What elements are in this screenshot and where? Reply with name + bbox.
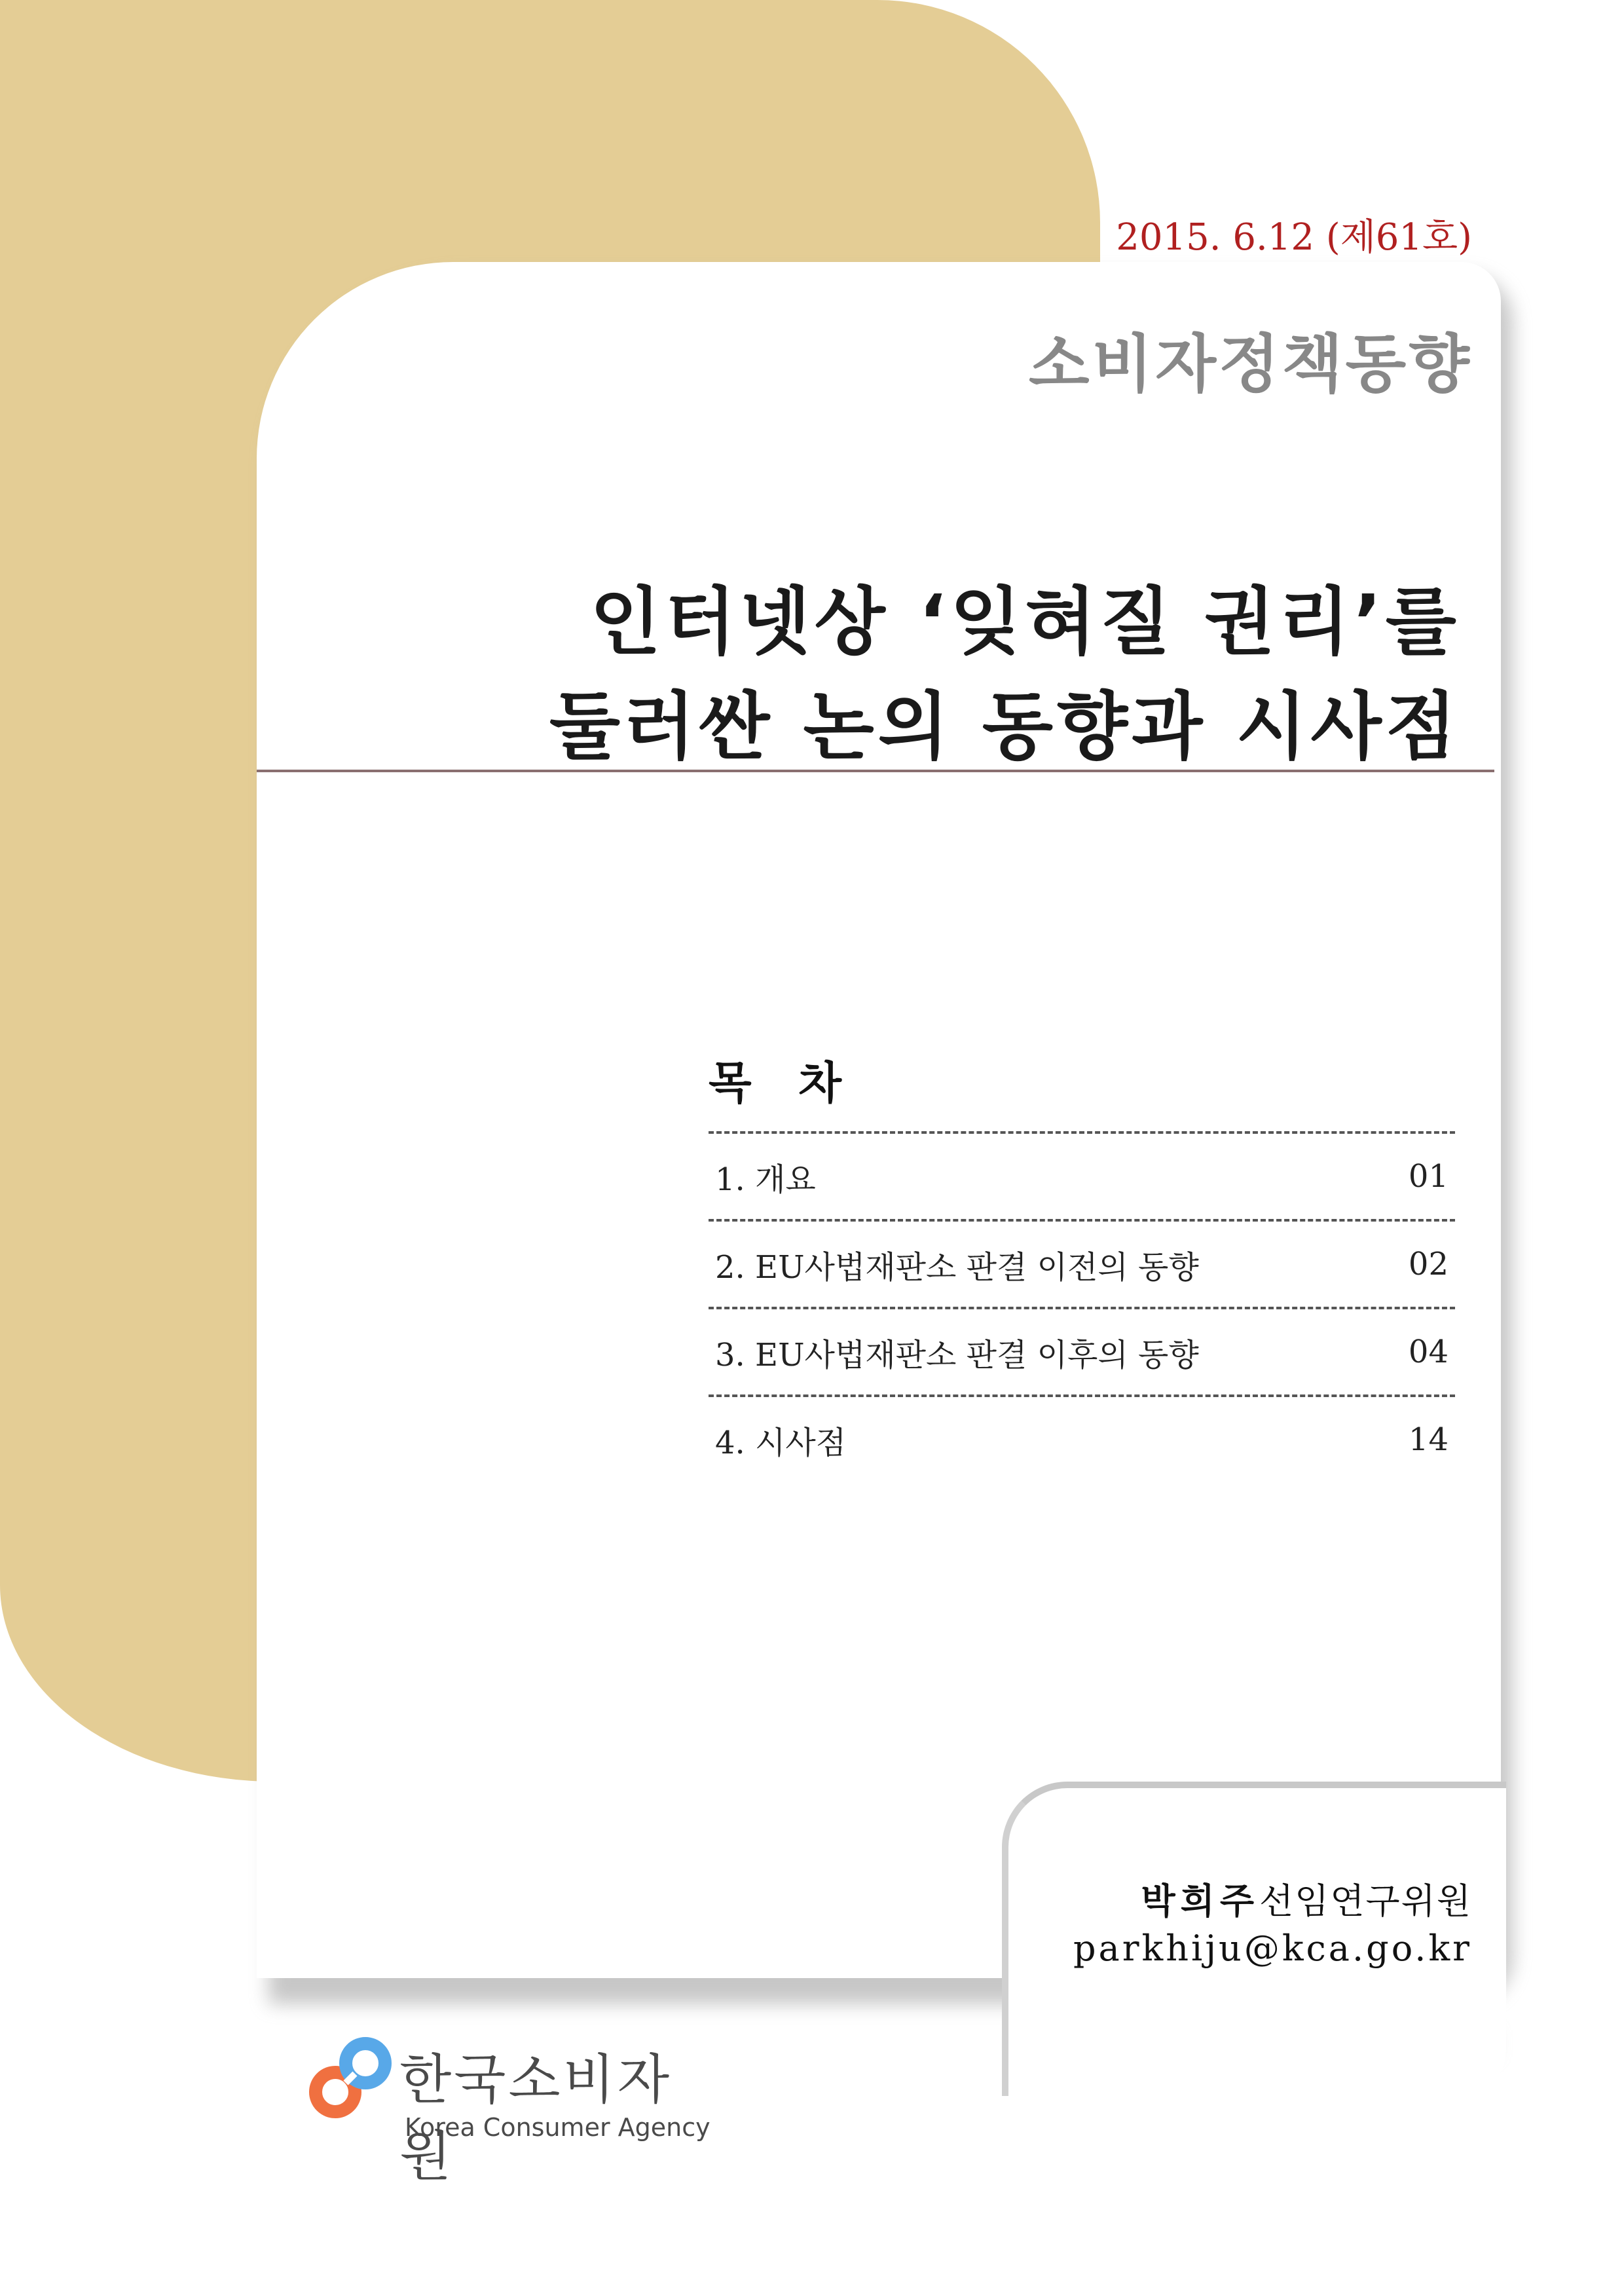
author-email[interactable]: parkhiju@kca.go.kr xyxy=(1073,1928,1472,1969)
agency-logo-icon xyxy=(308,2036,393,2121)
author-info xyxy=(1073,1873,1472,1969)
toc-item[interactable] xyxy=(709,1394,1455,1482)
main-title-line-2: 둘러싼 논의 동향과 시사점 xyxy=(549,684,1460,770)
agency-name-english: Korea Consumer Agency xyxy=(405,2113,710,2142)
agency-logo xyxy=(308,2036,714,2188)
agency-name-korean: 한국소비자원 xyxy=(399,2049,673,2188)
issue-date: 2015. 6.12 (제61호) xyxy=(1116,216,1472,259)
table-of-contents xyxy=(709,1048,1455,1482)
main-title xyxy=(478,570,1460,779)
author-name: 박희주 xyxy=(1141,1880,1260,1922)
toc-item-label: 3. EU사법재판소 판결 이후의 동향 xyxy=(715,1336,1199,1374)
toc-item[interactable] xyxy=(709,1307,1455,1394)
toc-item-page: 04 xyxy=(1408,1334,1449,1370)
series-title: 소비자정책동향 xyxy=(1028,327,1472,401)
author-role: 선임연구위원 xyxy=(1259,1880,1472,1922)
toc-item-page: 14 xyxy=(1408,1421,1449,1458)
toc-heading: 목 차 xyxy=(709,1058,858,1110)
toc-item[interactable] xyxy=(709,1219,1455,1307)
toc-item-label: 4. 시사점 xyxy=(715,1424,847,1461)
toc-item[interactable] xyxy=(709,1131,1455,1219)
toc-item-label: 2. EU사법재판소 판결 이전의 동향 xyxy=(715,1248,1199,1286)
toc-item-page: 02 xyxy=(1408,1246,1449,1282)
toc-item-label: 1. 개요 xyxy=(715,1161,816,1198)
title-divider xyxy=(257,770,1494,772)
main-title-line-1: 인터넷상 ‘잊혀질 권리’를 xyxy=(590,580,1460,665)
toc-item-page: 01 xyxy=(1408,1158,1449,1195)
